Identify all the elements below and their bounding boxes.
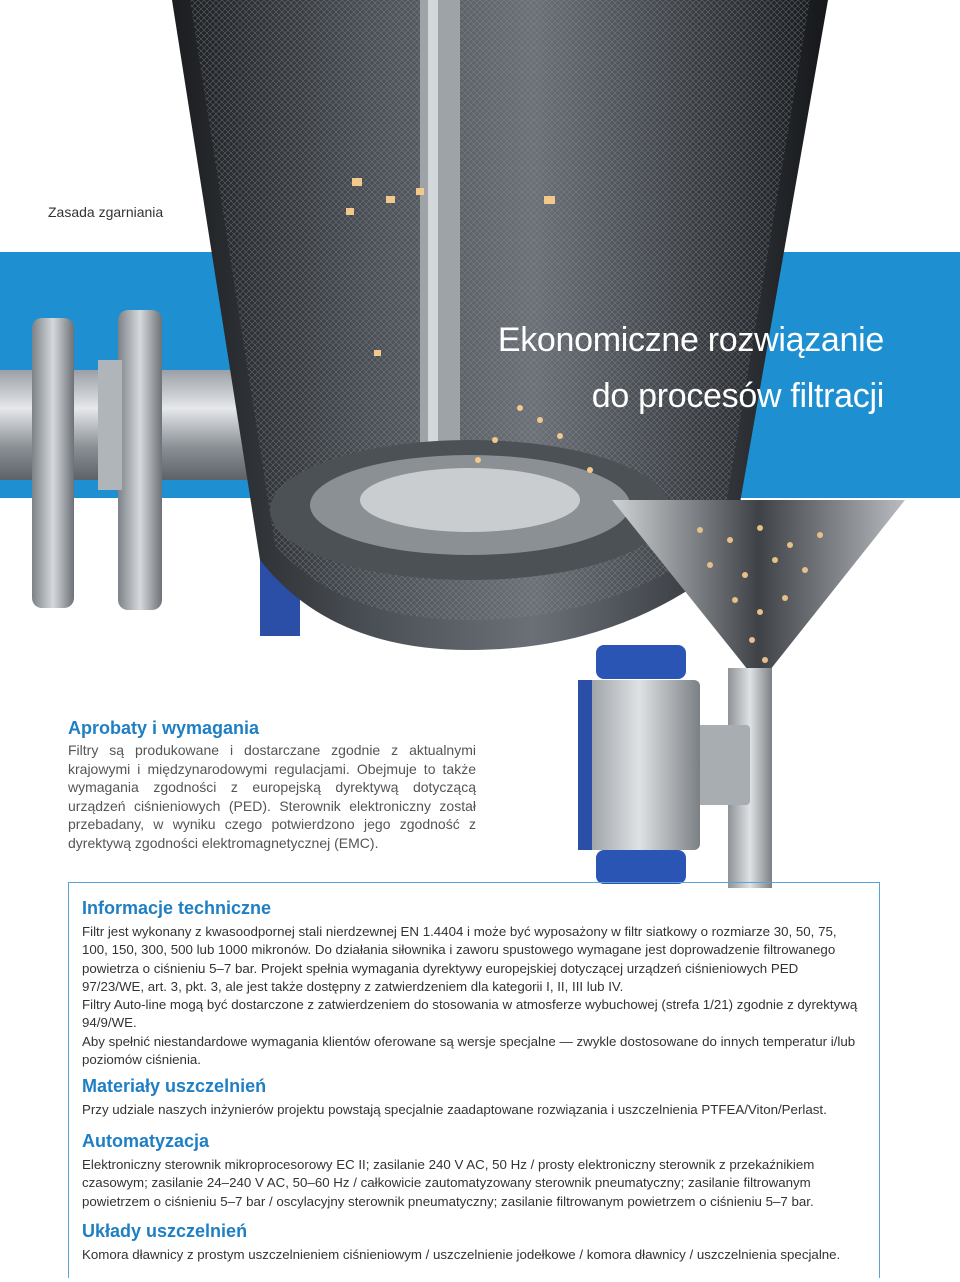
automation-section	[82, 1131, 860, 1211]
seals-section	[82, 1221, 860, 1264]
technical-title: Informacje techniczne	[82, 898, 272, 918]
approvals-body: Filtry są produkowane i dostarczane zgodnie z aktualnymi krajowymi i międzynarodowymi regulacjami. Obejmuje to także wymagania zgodności z europejską dyrektywą dotyczącą urządzeń ciśnieniowych (PED). Sterownik elektroniczny został przebadany, w wyniku czego potwierdzono jego zgodność z dyrektywą zgodności elektromagnetycznej (EMC).	[68, 742, 476, 851]
materials-section	[82, 1076, 860, 1119]
technical-section	[82, 898, 860, 1069]
technical-paragraph-3: Aby spełnić niestandardowe wymagania klientów oferowane są wersje specjalne — zwykle dostosowane do innych temperatur i/lub poziomów ciśnienia.	[82, 1033, 856, 1068]
headline-line-2: do procesów filtracji	[591, 377, 884, 415]
technical-paragraph-2: Filtry Auto-line mogą być dostarczone z zatwierdzeniem do stosowania w atmosferze wybuchowej (strefa 1/21) zgodnie z dyrektywą 94/9/WE.	[82, 997, 858, 1031]
seals-body: Komora dławnicy z prostym uszczelnieniem ciśnieniowym / uszczelnienie jodełkowe / komora dławnicy / uszczelnienia specjalne.	[82, 1247, 841, 1262]
seals-title: Układy uszczelnień	[82, 1221, 248, 1241]
automation-body: Elektroniczny sterownik mikroprocesorowy EC II; zasilanie 240 V AC, 50 Hz / prosty elektroniczny sterownik z przekaźnikiem czasowym; zasilanie 24–240 V AC, 50–60 Hz / całkowicie zautomatyzowany sterownik pneumatyczny; zasilanie filtrowanym powietrzem o ciśnieniu 5–7 bar / oscylacyjny sterownik pneumatyczny; zasilanie filtrowanym powietrzem o ciśnieniu 5–7 bar.	[82, 1157, 815, 1209]
technical-paragraph-1: Filtr jest wykonany z kwasoodpornej stali nierdzewnej EN 1.4404 i może być wyposażony w filtr siatkowy o rozmiarze 30, 50, 75, 100, 150, 300, 500 lub 1000 mikronów. Do działania siłownika i zaworu spustowego wymagane jest doprowadzenie filtrowanego powietrza o ciśnieniu 5–7 bar. Projekt spełnia wymagania dyrektywy europejskiej dotyczącej urządzeń ciśnieniowych PED 97/23/WE, art. 3, pkt. 3, ale jest także dostępny z zatwierdzeniem dla kategorii I, II, III lub IV.	[82, 924, 837, 994]
automation-title: Automatyzacja	[82, 1131, 210, 1151]
headline-line-1: Ekonomiczne rozwiązanie	[497, 321, 884, 359]
approvals-section	[68, 718, 476, 852]
materials-title: Materiały uszczelnień	[82, 1076, 267, 1096]
illustration-caption: Zasada zgarniania	[48, 204, 164, 220]
page-headline	[498, 312, 884, 424]
approvals-title: Aprobaty i wymagania	[68, 718, 260, 738]
materials-body: Przy udziale naszych inżynierów projektu powstają specjalnie zaadaptowane rozwiązania i uszczelnienia PTFEA/Viton/Perlast.	[82, 1102, 827, 1117]
